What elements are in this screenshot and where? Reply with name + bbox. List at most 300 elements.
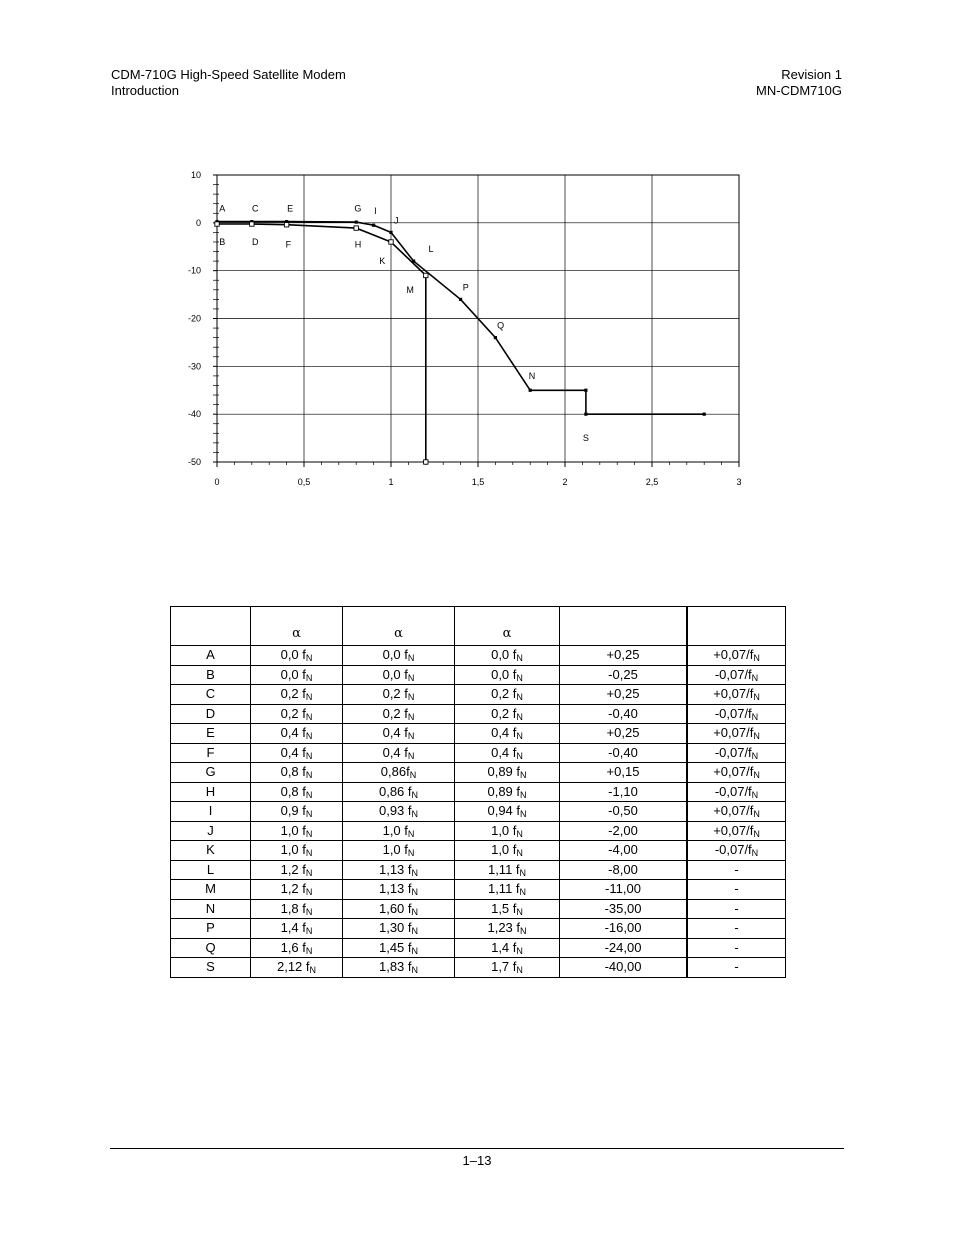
table-cell bbox=[560, 860, 688, 880]
cell-text: +0,25 bbox=[606, 725, 640, 741]
cell-text: 0,0 f bbox=[280, 647, 306, 663]
cell-text: -2,00 bbox=[608, 822, 638, 838]
subscript-n: N bbox=[407, 711, 415, 722]
cell-text: 1,6 f bbox=[280, 939, 306, 955]
subscript-n: N bbox=[407, 750, 415, 761]
table-cell bbox=[560, 685, 688, 705]
subscript-n: N bbox=[753, 809, 760, 820]
table-cell bbox=[251, 821, 343, 841]
table-cell bbox=[687, 958, 786, 978]
cell-text: -40,00 bbox=[604, 959, 642, 975]
cell-text: -0,07/f bbox=[714, 842, 752, 858]
table-cell bbox=[251, 724, 343, 744]
table-cell bbox=[251, 860, 343, 880]
point-label: H bbox=[354, 239, 362, 250]
table-cell bbox=[687, 782, 786, 802]
header-cell bbox=[560, 607, 688, 646]
table-cell bbox=[343, 880, 455, 900]
tick-label-x: 2 bbox=[562, 477, 568, 487]
table-cell bbox=[560, 841, 688, 861]
table-row bbox=[171, 821, 786, 841]
cell-text: +0,25 bbox=[606, 647, 640, 663]
subscript-n: N bbox=[411, 809, 419, 820]
table-cell bbox=[687, 646, 786, 666]
subscript-n: N bbox=[516, 653, 523, 664]
table-cell bbox=[343, 763, 455, 783]
cell-text: - bbox=[734, 861, 739, 877]
cell-text: Q bbox=[205, 939, 216, 955]
table-cell bbox=[687, 860, 786, 880]
cell-text: +0,07/f bbox=[713, 764, 754, 780]
cell-text: B bbox=[206, 666, 215, 682]
table-cell bbox=[343, 958, 455, 978]
point-label: K bbox=[379, 256, 386, 267]
data-point bbox=[584, 389, 587, 392]
mask-line-lower bbox=[217, 224, 426, 462]
cell-text: S bbox=[206, 959, 215, 975]
subscript-n: N bbox=[305, 692, 313, 703]
cell-text: 0,0 f bbox=[280, 666, 306, 682]
tick-label-y: -10 bbox=[187, 265, 201, 276]
subscript-n: N bbox=[411, 945, 419, 956]
point-label: D bbox=[252, 236, 259, 247]
cell-text: -0,07/f bbox=[714, 783, 752, 799]
cell-text: 1,2 f bbox=[280, 881, 306, 897]
table-cell bbox=[343, 802, 455, 822]
table-cell bbox=[343, 841, 455, 861]
subscript-n: N bbox=[519, 887, 527, 898]
cell-text: 1,13 f bbox=[378, 881, 412, 897]
point-label: P bbox=[462, 282, 469, 293]
table-cell bbox=[455, 665, 560, 685]
data-point bbox=[250, 222, 254, 226]
cell-text: +0,07/f bbox=[713, 822, 754, 838]
table-cell bbox=[343, 704, 455, 724]
table-cell bbox=[455, 802, 560, 822]
table-cell bbox=[560, 646, 688, 666]
spectral-mask-table bbox=[170, 606, 786, 978]
table-row bbox=[171, 880, 786, 900]
data-point bbox=[424, 460, 428, 464]
cell-text: 1,23 f bbox=[487, 920, 521, 936]
table-cell bbox=[171, 724, 251, 744]
table-cell bbox=[251, 665, 343, 685]
table-cell bbox=[455, 704, 560, 724]
subscript-n: N bbox=[407, 692, 415, 703]
cell-text: L bbox=[206, 861, 215, 877]
header-cell: α bbox=[343, 607, 455, 646]
table-cell bbox=[171, 646, 251, 666]
header-cell bbox=[687, 607, 786, 646]
footer-rule bbox=[110, 1148, 844, 1149]
subscript-n: N bbox=[411, 926, 419, 937]
table-cell bbox=[687, 899, 786, 919]
subscript-n: N bbox=[407, 848, 415, 859]
data-point bbox=[215, 222, 219, 226]
table-cell bbox=[687, 821, 786, 841]
cell-text: 0,4 f bbox=[491, 725, 517, 741]
table-cell bbox=[251, 646, 343, 666]
cell-text: 0,2 f bbox=[382, 705, 408, 721]
table-cell bbox=[171, 860, 251, 880]
table-cell bbox=[560, 802, 688, 822]
table-cell bbox=[251, 880, 343, 900]
cell-text: 1,0 f bbox=[491, 822, 517, 838]
tick-label-y: -50 bbox=[187, 457, 201, 467]
table-cell bbox=[251, 704, 343, 724]
cell-text: 0,8 f bbox=[280, 764, 306, 780]
cell-text: 0,2 f bbox=[491, 705, 517, 721]
cell-text: 0,2 f bbox=[382, 686, 408, 702]
cell-text: 1,45 f bbox=[378, 939, 412, 955]
cell-text: 0,4 f bbox=[491, 744, 517, 760]
table-cell bbox=[560, 821, 688, 841]
cell-text: 1,60 f bbox=[378, 900, 412, 916]
subscript-n: N bbox=[753, 770, 760, 781]
cell-text: 1,0 f bbox=[382, 842, 408, 858]
tick-label-x: 2,5 bbox=[645, 477, 659, 487]
data-point bbox=[355, 221, 358, 224]
data-point bbox=[354, 226, 358, 230]
cell-text: 0,4 f bbox=[280, 725, 306, 741]
cell-text: - bbox=[734, 900, 739, 916]
table-cell bbox=[251, 938, 343, 958]
point-label: N bbox=[528, 370, 536, 381]
cell-text: - bbox=[734, 920, 739, 936]
table-cell bbox=[343, 665, 455, 685]
cell-text: 0,94 f bbox=[487, 803, 521, 819]
cell-text: - bbox=[734, 959, 739, 975]
subscript-n: N bbox=[305, 926, 313, 937]
cell-text: 1,0 f bbox=[382, 822, 408, 838]
table-cell bbox=[560, 724, 688, 744]
table-row bbox=[171, 665, 786, 685]
data-point bbox=[494, 336, 497, 339]
table-cell bbox=[560, 880, 688, 900]
doc-number: MN-CDM710G bbox=[756, 83, 842, 98]
table-cell bbox=[687, 802, 786, 822]
table-cell bbox=[687, 685, 786, 705]
subscript-n: N bbox=[753, 653, 760, 664]
point-label: B bbox=[219, 236, 226, 247]
subscript-n: N bbox=[305, 653, 313, 664]
cell-text: -4,00 bbox=[608, 842, 638, 858]
cell-text: J bbox=[207, 822, 214, 838]
table-cell bbox=[171, 685, 251, 705]
page-number: 1–13 bbox=[462, 1153, 492, 1168]
subscript-n: N bbox=[305, 887, 313, 898]
cell-text: C bbox=[205, 686, 216, 702]
subscript-n: N bbox=[516, 848, 523, 859]
subscript-n: N bbox=[411, 906, 419, 917]
table-row bbox=[171, 841, 786, 861]
table-cell bbox=[560, 899, 688, 919]
table-header-row bbox=[171, 607, 786, 646]
header-cell bbox=[171, 607, 251, 646]
cell-text: K bbox=[206, 842, 215, 858]
cell-text: -16,00 bbox=[604, 920, 642, 936]
subscript-n: N bbox=[516, 731, 523, 742]
tick-label-y: -30 bbox=[187, 361, 201, 372]
table-row bbox=[171, 860, 786, 880]
header-right bbox=[756, 67, 842, 99]
subscript-n: N bbox=[305, 867, 313, 878]
data-point bbox=[284, 223, 288, 227]
point-label: Q bbox=[497, 320, 505, 331]
point-label: A bbox=[219, 203, 226, 214]
cell-text: I bbox=[208, 803, 213, 819]
cell-text: A bbox=[206, 647, 215, 663]
cell-text: 1,2 f bbox=[280, 861, 306, 877]
cell-text: 0,2 f bbox=[491, 686, 517, 702]
cell-text: -0,07/f bbox=[714, 744, 752, 760]
header-cell: α bbox=[251, 607, 343, 646]
point-label: I bbox=[374, 205, 377, 216]
cell-text: 1,8 f bbox=[280, 900, 306, 916]
cell-text: 0,0 f bbox=[491, 647, 517, 663]
table-cell bbox=[560, 938, 688, 958]
data-point bbox=[584, 413, 587, 416]
subscript-n: N bbox=[516, 945, 523, 956]
table-row bbox=[171, 899, 786, 919]
table-cell bbox=[455, 938, 560, 958]
cell-text: 1,7 f bbox=[491, 959, 517, 975]
table-cell bbox=[251, 685, 343, 705]
subscript-n: N bbox=[751, 711, 759, 722]
subscript-n: N bbox=[751, 672, 759, 683]
table-row bbox=[171, 685, 786, 705]
cell-text: F bbox=[206, 744, 215, 760]
cell-text: N bbox=[205, 900, 216, 916]
point-label: E bbox=[287, 203, 294, 214]
table-cell bbox=[171, 880, 251, 900]
data-point bbox=[372, 224, 375, 227]
table-row bbox=[171, 704, 786, 724]
cell-text: 0,89 f bbox=[487, 764, 521, 780]
table-cell bbox=[687, 665, 786, 685]
subscript-n: N bbox=[516, 750, 523, 761]
tick-label-x: 0 bbox=[214, 477, 220, 487]
subscript-n: N bbox=[751, 848, 759, 859]
cell-text: E bbox=[206, 725, 215, 741]
table-cell bbox=[171, 782, 251, 802]
cell-text: 1,13 f bbox=[378, 861, 412, 877]
subscript-n: N bbox=[519, 867, 527, 878]
table-cell bbox=[687, 743, 786, 763]
subscript-n: N bbox=[305, 711, 313, 722]
table-cell bbox=[251, 899, 343, 919]
revision-label: Revision 1 bbox=[781, 67, 842, 82]
table-cell bbox=[455, 821, 560, 841]
subscript-n: N bbox=[753, 731, 760, 742]
table-row bbox=[171, 763, 786, 783]
table-cell bbox=[560, 763, 688, 783]
cell-text: 0,4 f bbox=[382, 725, 408, 741]
table-cell bbox=[251, 763, 343, 783]
table-cell bbox=[455, 899, 560, 919]
header-cell: α bbox=[455, 607, 560, 646]
tick-label-y: 10 bbox=[190, 170, 201, 180]
table-row bbox=[171, 782, 786, 802]
tick-label-x: 3 bbox=[736, 477, 742, 487]
table-cell bbox=[343, 938, 455, 958]
subscript-n: N bbox=[305, 672, 313, 683]
subscript-n: N bbox=[520, 789, 527, 800]
subscript-n: N bbox=[516, 672, 523, 683]
cell-text: M bbox=[205, 881, 216, 897]
cell-text: +0,07/f bbox=[713, 725, 754, 741]
cell-text: -35,00 bbox=[604, 900, 642, 916]
cell-text: - bbox=[734, 939, 739, 955]
table-cell bbox=[687, 919, 786, 939]
table-cell bbox=[455, 782, 560, 802]
subscript-n: N bbox=[309, 965, 317, 976]
subscript-n: N bbox=[305, 828, 313, 839]
subscript-n: N bbox=[407, 653, 415, 664]
cell-text: 0,89 f bbox=[487, 783, 521, 799]
cell-text: +0,15 bbox=[606, 764, 640, 780]
tick-label-x: 1,5 bbox=[471, 477, 485, 487]
table-cell bbox=[171, 821, 251, 841]
point-label: M bbox=[406, 284, 414, 295]
cell-text: 1,0 f bbox=[280, 822, 306, 838]
table-cell bbox=[687, 704, 786, 724]
table-row bbox=[171, 646, 786, 666]
cell-text: 0,2 f bbox=[280, 686, 306, 702]
cell-text: D bbox=[205, 705, 216, 721]
table-cell bbox=[560, 665, 688, 685]
table-cell bbox=[251, 841, 343, 861]
section-name: Introduction bbox=[111, 83, 179, 98]
cell-text: - bbox=[734, 881, 739, 897]
cell-text: 1,83 f bbox=[378, 959, 412, 975]
table-cell bbox=[251, 802, 343, 822]
subscript-n: N bbox=[305, 848, 313, 859]
subscript-n: N bbox=[409, 770, 417, 781]
table-cell bbox=[343, 646, 455, 666]
table-row bbox=[171, 724, 786, 744]
point-label: J bbox=[393, 215, 399, 226]
cell-text: +0,07/f bbox=[713, 803, 754, 819]
subscript-n: N bbox=[411, 867, 419, 878]
cell-text: -0,40 bbox=[608, 744, 638, 760]
point-label: F bbox=[285, 239, 292, 250]
cell-text: -0,25 bbox=[608, 666, 638, 682]
subscript-n: N bbox=[411, 887, 419, 898]
table-cell bbox=[455, 646, 560, 666]
point-label: S bbox=[582, 433, 589, 444]
table-cell bbox=[687, 841, 786, 861]
table-cell bbox=[343, 899, 455, 919]
cell-text: 0,0 f bbox=[382, 666, 408, 682]
table-row bbox=[171, 919, 786, 939]
document-title: CDM-710G High-Speed Satellite Modem bbox=[111, 67, 346, 82]
data-point bbox=[459, 298, 462, 301]
cell-text: 1,5 f bbox=[491, 900, 517, 916]
table-cell bbox=[687, 763, 786, 783]
cell-text: 0,93 f bbox=[378, 803, 412, 819]
table-row bbox=[171, 958, 786, 978]
cell-text: 2,12 f bbox=[276, 959, 310, 975]
table-cell bbox=[343, 919, 455, 939]
subscript-n: N bbox=[407, 731, 415, 742]
cell-text: +0,25 bbox=[606, 686, 640, 702]
subscript-n: N bbox=[411, 789, 419, 800]
subscript-n: N bbox=[516, 692, 523, 703]
point-label: L bbox=[428, 244, 434, 255]
header-left bbox=[111, 67, 346, 99]
subscript-n: N bbox=[305, 731, 313, 742]
table-cell bbox=[560, 958, 688, 978]
data-point bbox=[424, 273, 428, 277]
cell-text: -0,50 bbox=[608, 803, 638, 819]
subscript-n: N bbox=[516, 906, 523, 917]
cell-text: 0,8 f bbox=[280, 783, 306, 799]
subscript-n: N bbox=[516, 711, 523, 722]
table-cell bbox=[251, 743, 343, 763]
cell-text: 0,9 f bbox=[280, 803, 306, 819]
cell-text: 1,0 f bbox=[491, 842, 517, 858]
subscript-n: N bbox=[753, 828, 760, 839]
table-cell bbox=[455, 743, 560, 763]
table-cell bbox=[171, 743, 251, 763]
cell-text: -24,00 bbox=[604, 939, 642, 955]
table-cell bbox=[560, 919, 688, 939]
table-cell bbox=[171, 841, 251, 861]
table-cell bbox=[455, 841, 560, 861]
cell-text: 0,2 f bbox=[280, 705, 306, 721]
subscript-n: N bbox=[305, 750, 313, 761]
cell-text: -11,00 bbox=[605, 881, 641, 897]
subscript-n: N bbox=[520, 926, 527, 937]
table-cell bbox=[343, 821, 455, 841]
cell-text: 1,0 f bbox=[280, 842, 306, 858]
subscript-n: N bbox=[305, 809, 313, 820]
cell-text: -0,40 bbox=[608, 705, 638, 721]
point-label: C bbox=[252, 203, 259, 214]
table-cell bbox=[171, 704, 251, 724]
table-cell bbox=[251, 919, 343, 939]
subscript-n: N bbox=[516, 828, 523, 839]
table-cell bbox=[455, 763, 560, 783]
tick-label-y: 0 bbox=[195, 217, 201, 228]
table-cell bbox=[343, 743, 455, 763]
table-cell bbox=[455, 880, 560, 900]
table-cell bbox=[560, 782, 688, 802]
table-cell bbox=[455, 724, 560, 744]
cell-text: 1,4 f bbox=[280, 920, 306, 936]
table-row bbox=[171, 802, 786, 822]
table-cell bbox=[687, 880, 786, 900]
table-cell bbox=[455, 685, 560, 705]
table-cell bbox=[171, 899, 251, 919]
table-cell bbox=[171, 763, 251, 783]
table-row bbox=[171, 743, 786, 763]
data-point bbox=[529, 389, 532, 392]
table-cell bbox=[343, 782, 455, 802]
table-cell bbox=[171, 665, 251, 685]
subscript-n: N bbox=[305, 945, 313, 956]
table-cell bbox=[251, 782, 343, 802]
table-cell bbox=[560, 743, 688, 763]
data-point bbox=[389, 240, 393, 244]
tick-label-y: -20 bbox=[187, 313, 201, 324]
cell-text: -1,10 bbox=[608, 783, 638, 799]
subscript-n: N bbox=[407, 672, 415, 683]
table-cell bbox=[343, 860, 455, 880]
table-cell bbox=[171, 919, 251, 939]
cell-text: 1,11 f bbox=[487, 881, 520, 897]
